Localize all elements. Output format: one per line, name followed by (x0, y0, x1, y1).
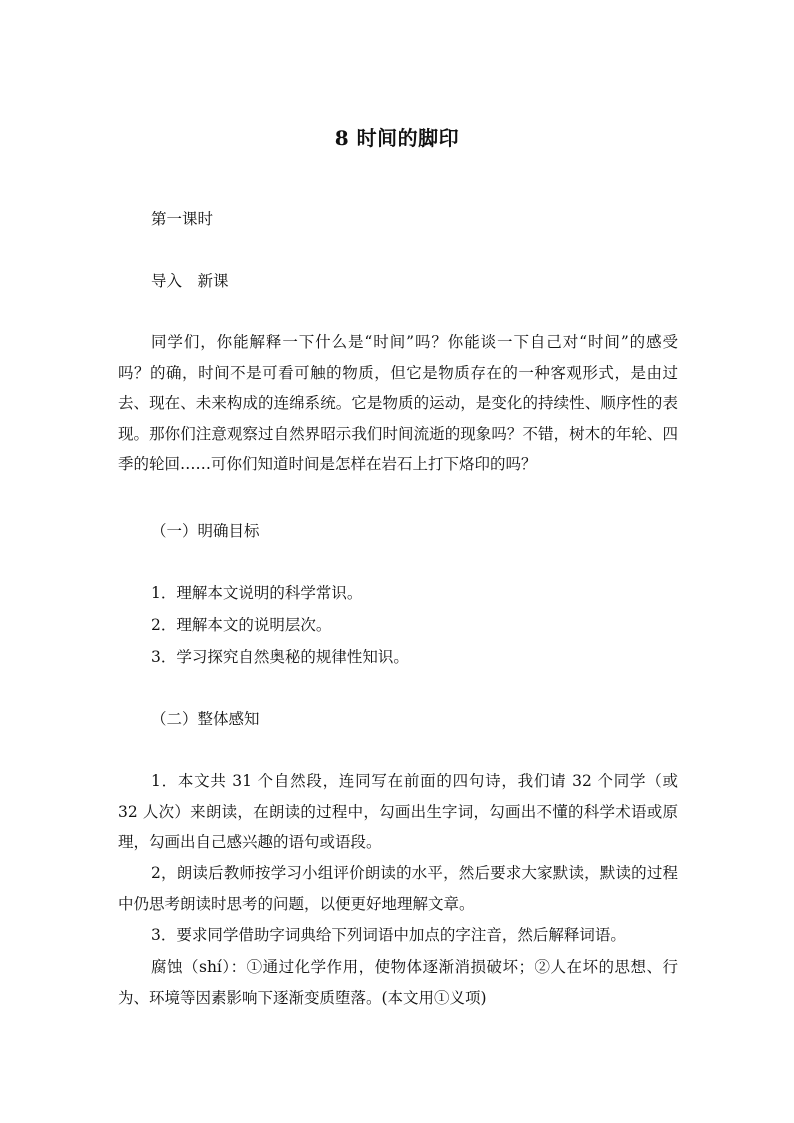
intro-heading: 导入 新课 (151, 272, 229, 290)
perception-paragraph: 1．本文共 31 个自然段，连同写在前面的四句诗，我们请 32 个同学（或 32 人次）来朗读，在朗读的过程中，勾画出生字词，勾画出不懂的科学术语或原理，勾画出自己感兴趣的语句或语段。 (118, 772, 678, 851)
goal-item: 1．理解本文说明的科学常识。 (151, 584, 363, 602)
goal-item: 3．学习探究自然奥秘的规律性知识。 (151, 648, 409, 666)
goal-item: 2．理解本文的说明层次。 (151, 616, 332, 634)
page-title: 8 时间的脚印 (334, 126, 460, 150)
intro-paragraph: 同学们，你能解释一下什么是“时间”吗？你能谈一下自己对“时间”的感受吗？的确，时间不是可看可触的物质，但它是物质存在的一种客观形式，是由过去、现在、未来构成的连绵系统。它是物质的运动，是变化的持续性、顺序性的表现。那你们注意观察过自然界昭示我们时间流逝的现象吗？不错，树木的年轮、四季的轮回……可你们知道时间是怎样在岩石上打下烙印的吗？ (118, 333, 678, 473)
lesson-label: 第一课时 (151, 210, 214, 228)
perception-paragraph: 腐蚀（shí）：①通过化学作用，使物体逐渐消损破坏；②人在坏的思想、行为、环境等因素影响下逐渐变质堕落。(本文用①义项) (118, 958, 678, 1007)
section-heading-perception: （二）整体感知 (151, 710, 260, 728)
section-heading-goals: （一）明确目标 (151, 522, 260, 540)
perception-paragraph: 3．要求同学借助字词典给下列词语中加点的字注音，然后解释词语。 (151, 926, 626, 944)
perception-paragraph: 2，朗读后教师按学习小组评价朗读的水平，然后要求大家默读，默读的过程中仍思考朗读时思考的问题，以便更好地理解文章。 (118, 864, 678, 913)
